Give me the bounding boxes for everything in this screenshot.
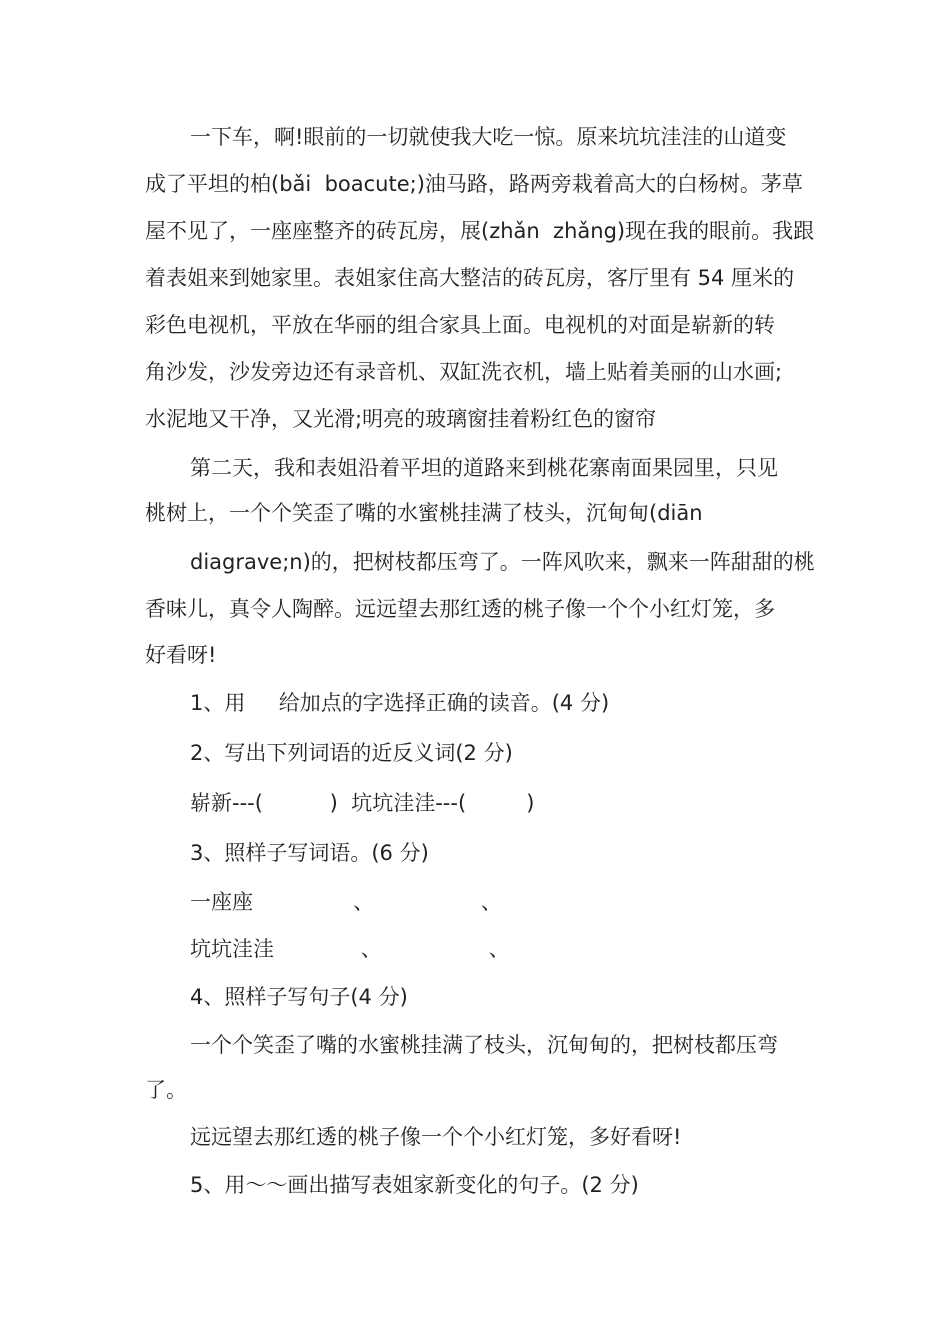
question-4-example-2: 远远望去那红透的桃子像一个个小红灯笼，多好看呀! [190,1125,682,1149]
question-4: 4、照样子写句子(4 分) [190,985,408,1009]
story-line: 着表姐来到她家里。表姐家住高大整洁的砖瓦房，客厅里有 54 厘米的 [145,266,795,290]
story-line: 一下车，啊!眼前的一切就使我大吃一惊。原来坑坑洼洼的山道变 [190,125,787,149]
story-line: 第二天，我和表姐沿着平坦的道路来到桃花寨南面果园里，只见 [190,456,778,480]
story-line: 成了平坦的柏(bǎi boacute;)油马路，路两旁栽着高大的白杨树。茅草 [145,172,803,196]
story-line: 桃树上，一个个笑歪了嘴的水蜜桃挂满了枝头，沉甸甸(diān [145,501,703,525]
story-line: 角沙发，沙发旁边还有录音机、双缸洗衣机，墙上贴着美丽的山水画; [145,360,783,384]
question-3-line-1: 一座座 、 、 [190,890,502,914]
story-line: 水泥地又干净，又光滑;明亮的玻璃窗挂着粉红色的窗帘 [145,407,657,431]
question-1: 1、用 给加点的字选择正确的读音。(4 分) [190,691,610,715]
question-2-answer-line: 崭新---( ) 坑坑洼洼---( ) [190,791,535,815]
story-line: 香味儿，真令人陶醉。远远望去那红透的桃子像一个个小红灯笼，多 [145,597,775,621]
story-line: 好看呀! [145,643,217,667]
story-line: 屋不见了，一座座整齐的砖瓦房，展(zhǎn zhǎng)现在我的眼前。我跟 [145,219,815,243]
question-3: 3、照样子写词语。(6 分) [190,841,429,865]
question-4-example-1: 一个个笑歪了嘴的水蜜桃挂满了枝头，沉甸甸的，把树枝都压弯 [190,1033,778,1057]
question-5: 5、用～～画出描写表姐家新变化的句子。(2 分) [190,1173,639,1197]
story-line: diagrave;n)的，把树枝都压弯了。一阵风吹来，飘来一阵甜甜的桃 [190,550,815,574]
question-4-example-1-cont: 了。 [145,1078,187,1102]
story-line: 彩色电视机，平放在华丽的组合家具上面。电视机的对面是崭新的转 [145,313,775,337]
question-3-line-2: 坑坑洼洼 、 、 [190,937,510,961]
question-2: 2、写出下列词语的近反义词(2 分) [190,741,513,765]
